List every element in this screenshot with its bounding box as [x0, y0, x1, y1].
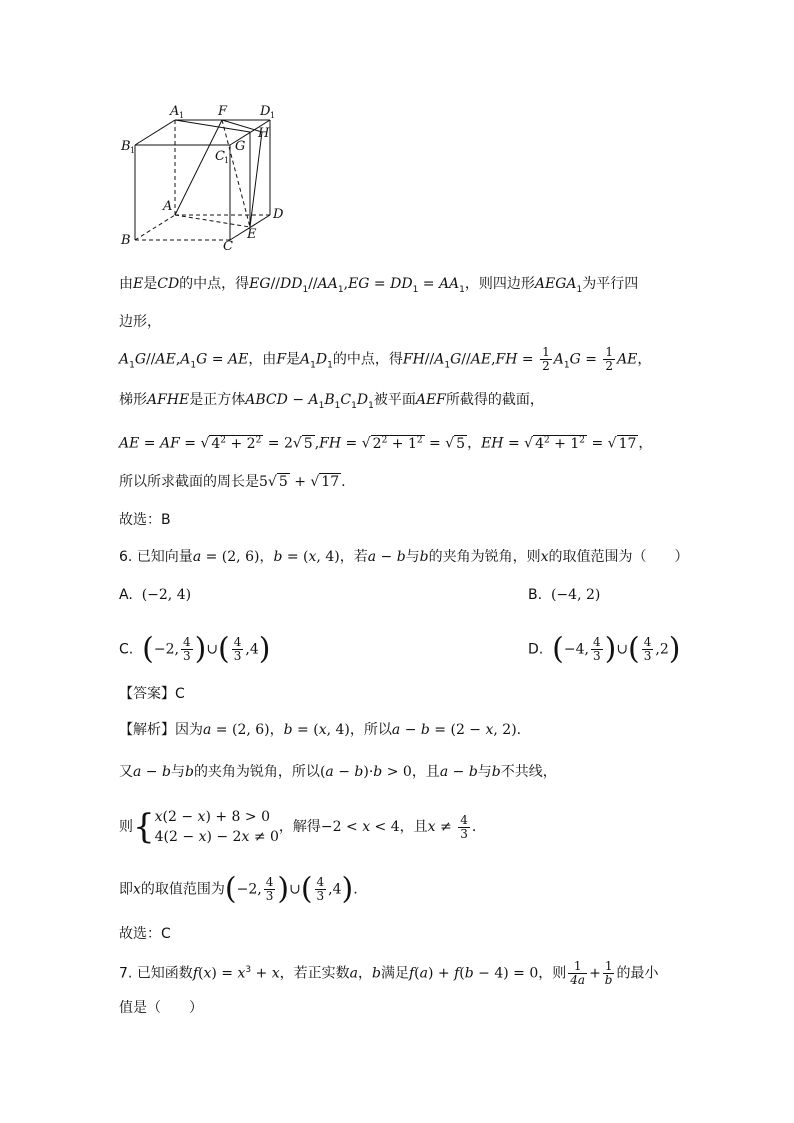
- option-letter: B.: [528, 587, 543, 603]
- text: ，则四边形: [464, 276, 535, 292]
- label-H: H: [258, 126, 270, 141]
- text: 已知函数: [136, 965, 193, 982]
- label-A1: A: [170, 104, 180, 119]
- q6-option-C[interactable]: C. (−2, $\frac{4}{3}$ )∪( $\frac{4}{3}$ ,4): [119, 631, 271, 667]
- text: 与: [477, 764, 492, 780]
- q6-analysis-4: 即x的取值范围为(−2, $\frac{4}{3}$ )∪( $\frac{4}{3}$ ,4).: [119, 871, 358, 907]
- solution-line-4: 梯形AFHE是正方体ABCD − $A_1B_1C_1D_1$被平面AEF所截得的截面，: [119, 392, 544, 411]
- option-letter: D.: [528, 641, 544, 658]
- option-letter: C.: [119, 641, 134, 658]
- text: 与: [170, 764, 185, 780]
- label-C1-sub: 1: [224, 156, 230, 165]
- label-D: D: [273, 207, 284, 222]
- text: 是正方体: [189, 392, 246, 408]
- label-D1-sub: 1: [270, 111, 276, 120]
- label-B1-sub: 1: [130, 146, 136, 155]
- previous-answer: 故选：B: [119, 512, 171, 528]
- text: ，所以: [349, 722, 392, 738]
- label-D1: D: [260, 104, 271, 119]
- text: 的最小: [616, 965, 659, 982]
- q6-option-B[interactable]: B. (−4, 2): [528, 587, 601, 603]
- q6-analysis-1: 【解析】因为a = (2, 6)，b = (x, 4)，所以a − b = (2 − x, 2).: [119, 722, 522, 738]
- q6-analysis-2: 又a − b与b的夹角为锐角，所以(a − b)·b > 0，且a − b与b不共线，: [119, 764, 557, 780]
- label-E: E: [247, 227, 257, 242]
- q6-stem: 6. 已知向量a = (2, 6)，b = (x, 4)，若a − b与b的夹角为锐角，则x的取值范围为（ ）: [119, 549, 689, 565]
- q6-option-A[interactable]: A. (−2, 4): [119, 587, 192, 603]
- q6-final: 故选：C: [119, 926, 171, 942]
- label-F: F: [218, 104, 228, 119]
- text: 是: [143, 276, 158, 292]
- solution-line-1: 由E是CD的中点，得$EG//DD_1//AA_1,EG = DD_1 = AA_1$，则四边形$AEGA_1$为平行四: [119, 276, 639, 295]
- text: 又: [119, 764, 133, 780]
- cube-figure: [115, 100, 295, 250]
- solution-line-5: AE = AF = √ $4^2 + 2^2 = 2√$ 5 ,FH = √ $2^2 + 1^2$ = √ 5 ，EH = √ $4^2 + 1^2$ = √ 17 ，: [119, 435, 653, 452]
- text: 梯形: [119, 392, 147, 408]
- text: ，若正实数: [279, 965, 350, 982]
- text: 被平面: [373, 392, 416, 408]
- text: 满足: [380, 965, 409, 982]
- text: ，解得: [278, 819, 321, 835]
- text: ，由: [248, 351, 277, 368]
- solution-line-6: 所以所求截面的周长是5√ 5 + √ 17 .: [119, 474, 346, 490]
- label-C: C: [223, 239, 233, 250]
- text: 【解析】因为: [119, 722, 203, 738]
- label-B1: B: [121, 139, 131, 154]
- text: 即: [119, 881, 133, 898]
- q7-stem-cont: 值是（ ）: [119, 1000, 203, 1016]
- q7-stem: 7. 已知函数$f(x) = x^3 + x$，若正实数a，b满足f(a) + f(b − 4) = 0，则 $\frac{1}{4a}$ + $\frac{1}{b}$ 的最小: [119, 959, 659, 988]
- text: 则: [119, 819, 133, 835]
- q6-number: 6.: [119, 549, 133, 565]
- q6-analysis-3: 则{ x(2 − x) + 8 > 0 4(2 − x) − 2x ≠ 0 ，解得−2 < x < 4，且x ≠ $\frac{4}{3}$ .: [119, 807, 477, 847]
- text: 与: [405, 549, 420, 565]
- label-A: A: [163, 199, 173, 214]
- text: 的取值范围为（ ）: [548, 549, 689, 565]
- text: ，则: [538, 965, 567, 982]
- text: ，若: [339, 549, 368, 565]
- text: 已知向量: [136, 549, 193, 565]
- label-G: G: [235, 139, 246, 154]
- text: ，且: [411, 764, 440, 780]
- text: 的夹角为锐角，所以: [193, 764, 320, 780]
- q6-answer: 【答案】C: [119, 686, 185, 702]
- text: 为平行四: [582, 276, 639, 292]
- text: 由: [119, 276, 133, 292]
- q6-option-D[interactable]: D. (−4, $\frac{4}{3}$ )∪( $\frac{4}{3}$ ,2): [528, 631, 681, 667]
- text: 不共线，: [500, 764, 557, 780]
- label-A1-sub: 1: [179, 111, 185, 120]
- text: ，且: [399, 819, 428, 835]
- q7-number: 7.: [119, 965, 133, 982]
- text: 的取值范围为: [140, 881, 225, 898]
- solution-line-3: $A_1G//AE,A_1G$ = AE，由F是$A_1D_1$的中点，得$FH//A_1G//AE,FH$ = $\frac{1}{2}$ $A_1G$ = $\frac{1}{2}$ AE，: [119, 345, 652, 373]
- text: 所截得的截面，: [445, 392, 544, 408]
- option-letter: A.: [119, 587, 133, 603]
- label-C1: C: [215, 149, 225, 164]
- text: 是: [286, 351, 301, 368]
- solution-line-2: 边形，: [119, 314, 161, 330]
- text: 的中点，得: [332, 351, 403, 368]
- text: 的中点，得: [179, 276, 250, 292]
- label-B: B: [121, 233, 131, 248]
- text: 所以所求截面的周长是: [119, 474, 259, 490]
- text: 的夹角为锐角，则: [428, 549, 541, 565]
